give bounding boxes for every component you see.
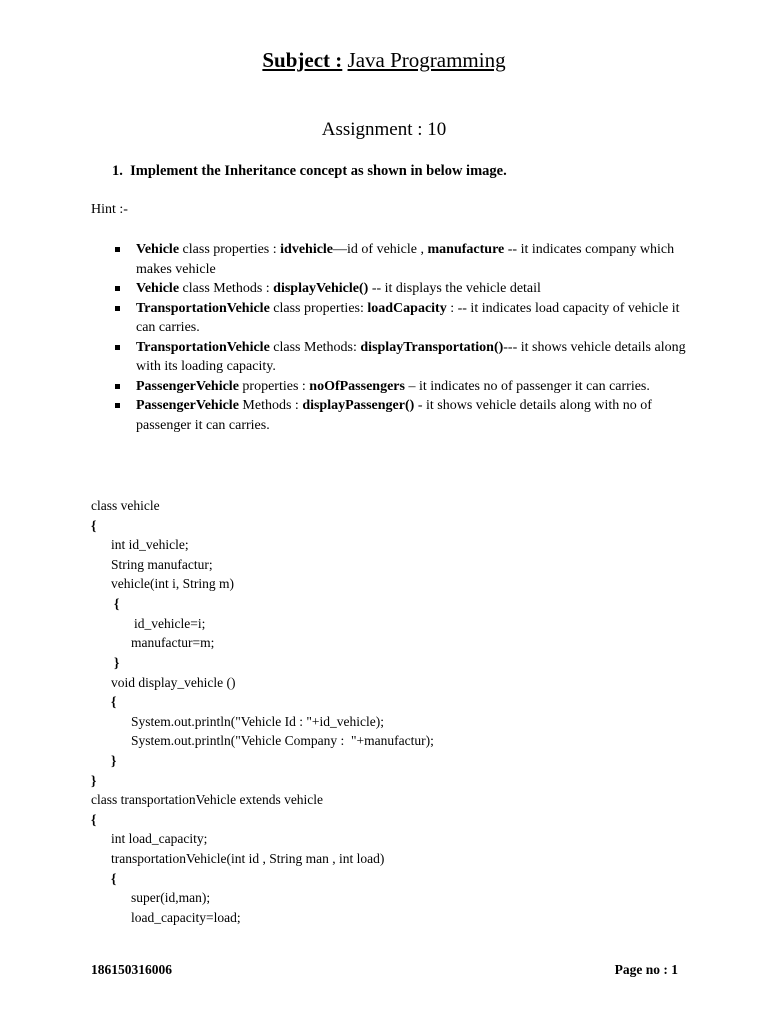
- question-1: [112, 163, 507, 180]
- code-line: {: [111, 871, 117, 886]
- subject-label: Subject :: [262, 48, 343, 72]
- list-item: TransportationVehicle class properties: loadCapacity : -- it indicates load capacity of vehicle it can carries.: [114, 299, 694, 338]
- code-line: }: [114, 655, 120, 670]
- code-line: id_vehicle=i;: [134, 616, 206, 631]
- code-line: {: [91, 518, 97, 533]
- code-line: class vehicle: [91, 498, 160, 513]
- question-number: 1.: [112, 163, 123, 179]
- code-line: vehicle(int i, String m): [111, 576, 234, 591]
- enrollment-number: 186150316006: [91, 962, 172, 977]
- page-title: [0, 48, 768, 73]
- code-line: transportationVehicle(int id , String man , int load): [111, 851, 385, 866]
- code-line: String manufactur;: [111, 557, 213, 572]
- hint-list: [114, 240, 694, 435]
- code-line: System.out.println("Vehicle Id : "+id_vehicle);: [131, 714, 384, 729]
- code-line: int load_capacity;: [111, 831, 208, 846]
- code-line: }: [91, 773, 97, 788]
- code-line: {: [114, 596, 120, 611]
- subject-value: Java Programming: [347, 48, 506, 72]
- code-line: load_capacity=load;: [131, 910, 241, 925]
- code-line: {: [111, 694, 117, 709]
- hint-label: Hint :-: [91, 202, 128, 217]
- code-line: void display_vehicle (): [111, 675, 236, 690]
- list-item: Vehicle class properties : idvehicle—id of vehicle , manufacture -- it indicates company which makes vehicle: [114, 240, 694, 279]
- code-line: }: [111, 753, 117, 768]
- assignment-heading: Assignment : 10: [321, 119, 447, 140]
- code-line: {: [91, 812, 97, 827]
- code-line: super(id,man);: [131, 890, 211, 905]
- code-line: System.out.println("Vehicle Company : "+manufactur);: [131, 733, 434, 748]
- list-item: TransportationVehicle class Methods: displayTransportation()--- it shows vehicle details along with its loading capacity.: [114, 338, 694, 377]
- list-item: Vehicle class Methods : displayVehicle() -- it displays the vehicle detail: [114, 279, 694, 299]
- code-line: class transportationVehicle extends vehicle: [91, 792, 324, 807]
- code-line: int id_vehicle;: [111, 537, 189, 552]
- page-number: Page no : 1: [614, 962, 678, 977]
- list-item: PassengerVehicle properties : noOfPassengers – it indicates no of passenger it can carries.: [114, 377, 694, 397]
- question-text: Implement the Inheritance concept as shown in below image.: [130, 163, 507, 179]
- code-line: manufactur=m;: [131, 635, 215, 650]
- list-item: PassengerVehicle Methods : displayPassenger() - it shows vehicle details along with no of passenger it can carries.: [114, 396, 694, 435]
